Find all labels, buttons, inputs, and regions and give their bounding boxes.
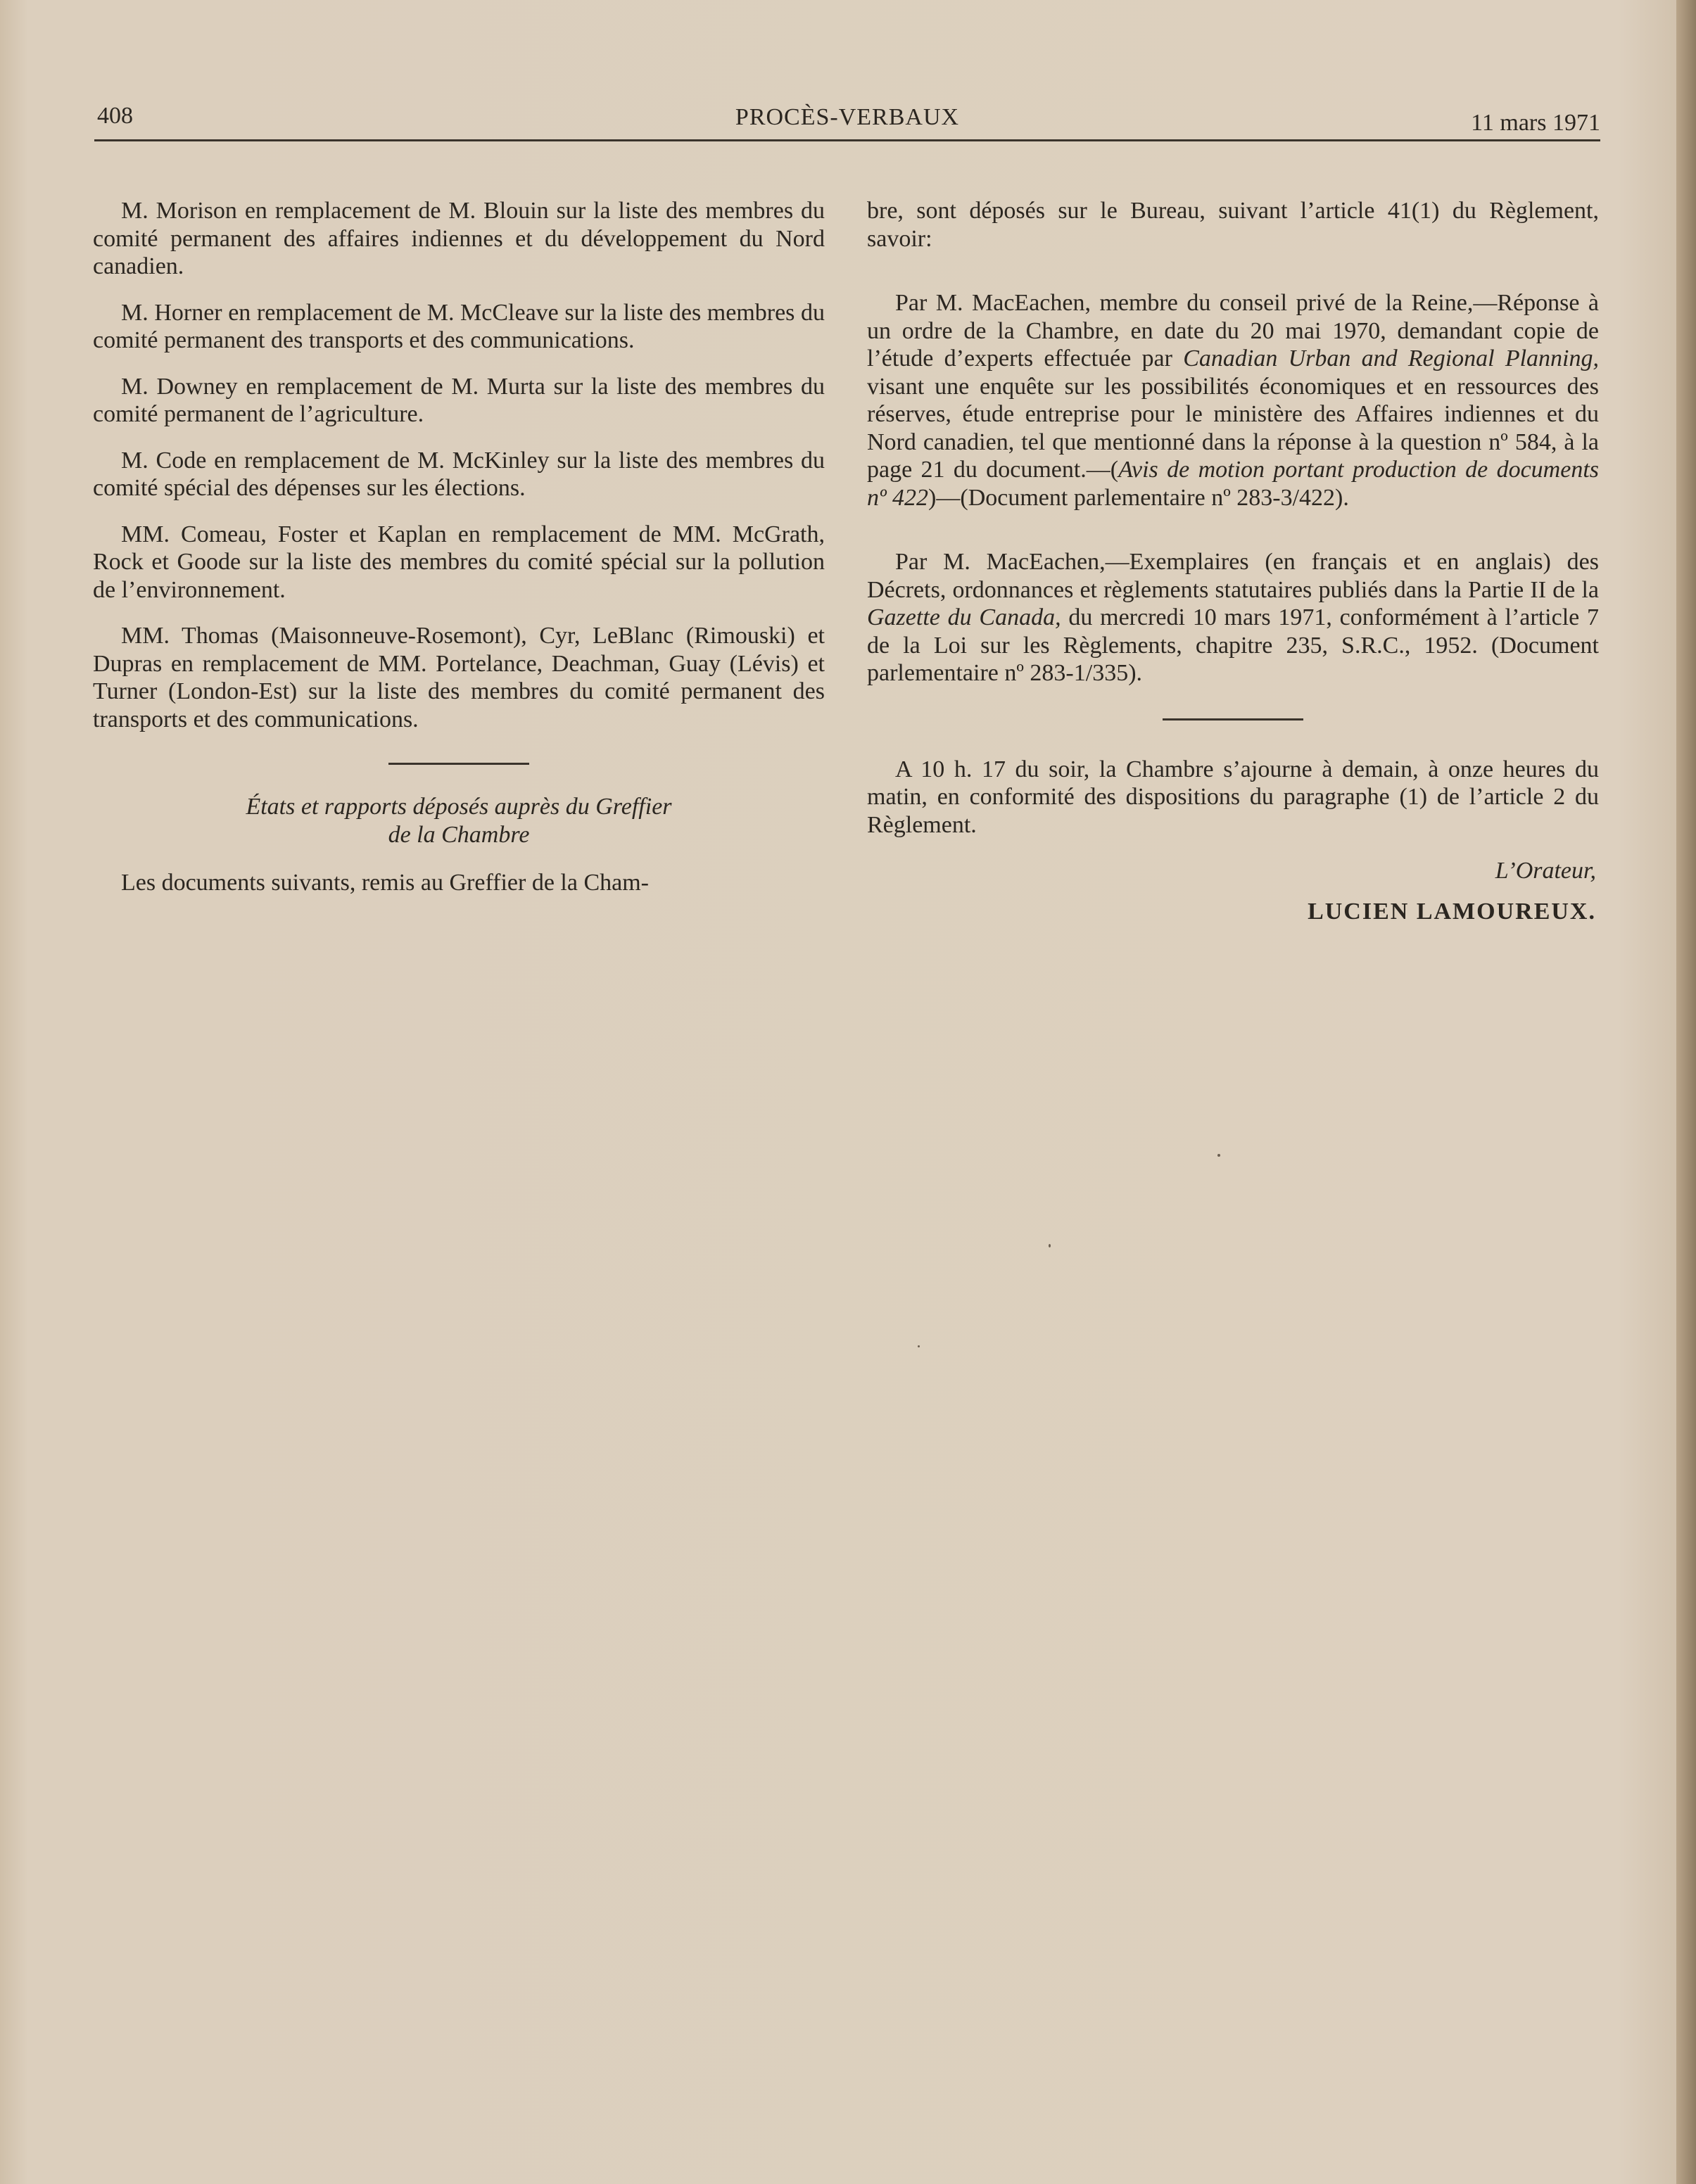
paragraph-horner: M. Horner en remplacement de M. McCleave sur la liste des membres du comité permanent des transports et des communications. [93, 299, 825, 353]
page-header [94, 103, 1600, 141]
left-column [93, 197, 825, 915]
paper-speck [1217, 1154, 1220, 1157]
document-item-2 [867, 548, 1599, 687]
item1-text3: )—(Document parlementaire nº 283-3/422). [928, 484, 1349, 511]
paragraph-downey: M. Downey en remplacement de M. Murta sur la liste des membres du comité permanent de l’agriculture. [93, 373, 825, 427]
section-intro: Les documents suivants, remis au Greffier de la Cham- [121, 870, 649, 896]
paragraph-thomas: MM. Thomas (Maisonneuve-Rosemont), Cyr, LeBlanc (Rimouski) et Dupras en remplacement de MM. Portelance, Deachman, Guay (Lévis) et Turner (London-Est) sur la liste des membres du comité permanent des transports et des communications. [93, 623, 825, 732]
header-date: 11 mars 1971 [1471, 110, 1600, 136]
paragraph-morison: M. Morison en remplacement de M. Blouin sur la liste des membres du comité permanent des affaires indiennes et du développement du Nord canadien. [93, 198, 825, 279]
section-divider [388, 763, 529, 765]
item2-text: Par M. MacEachen,—Exemplaires (en français et en anglais) des Décrets, ordonnances et règlements statutaires publiés dans la Partie II de la [867, 549, 1599, 603]
paragraph-comeau: MM. Comeau, Foster et Kaplan en remplacement de MM. McGrath, Rock et Goode sur la liste des membres du comité spécial sur la pollution de l’environnement. [93, 521, 825, 603]
paragraph-code: M. Code en remplacement de M. McKinley sur la liste des membres du comité spécial des dépenses sur les élections. [93, 447, 825, 501]
running-title: PROCÈS-VERBAUX [735, 104, 960, 130]
page-edge-shadow [1676, 0, 1696, 2184]
item1-italic-title: Canadian Urban and Regional Planning, [1183, 345, 1600, 372]
item2-text2: du mercredi 10 mars 1971, conformément à l’article 7 de la Loi sur les Règlements, chapitre 235, S.R.C., 1952. (Document parlementaire nº 283-1/335). [867, 604, 1599, 686]
section-heading-line1: États et rapports déposés auprès du Greffier [246, 794, 672, 820]
item1-text2: visant une enquête sur les possibilités économiques et en ressources des réserves, étude entreprise pour le ministère des Affaires indiennes et du Nord canadien, tel que mentionné dans la réponse à la question nº 584, à la page 21 du document.—( [867, 373, 1599, 483]
right-column [867, 197, 1599, 925]
section-heading [93, 793, 825, 849]
section-divider-right [1163, 718, 1303, 720]
paper-speck [1049, 1244, 1051, 1247]
item1-text: Par M. MacEachen, membre du conseil privé de la Reine,—Réponse à un ordre de la Chambre, en date du 20 mai 1970, demandant copie de l’étude d’experts effectuée par [867, 290, 1599, 372]
document-item-1 [867, 289, 1599, 512]
adjournment-paragraph: A 10 h. 17 du soir, la Chambre s’ajourne à demain, à onze heures du matin, en conformité des dispositions du paragraphe (1) de l’article 2 du Règlement. [867, 756, 1599, 838]
page-number: 408 [97, 103, 133, 129]
continuation-paragraph: bre, sont déposés sur le Bureau, suivant l’article 41(1) du Règlement, savoir: [867, 198, 1599, 252]
section-heading-line2: de la Chambre [388, 822, 530, 848]
item1-italic-notice: Avis de motion portant production de documents nº 422 [867, 457, 1599, 511]
signature-name: LUCIEN LAMOUREUX. [1308, 898, 1596, 925]
paper-speck [918, 1345, 920, 1347]
signature-role: L’Orateur, [1495, 858, 1596, 884]
item2-italic-gazette: Gazette du Canada, [867, 604, 1061, 630]
